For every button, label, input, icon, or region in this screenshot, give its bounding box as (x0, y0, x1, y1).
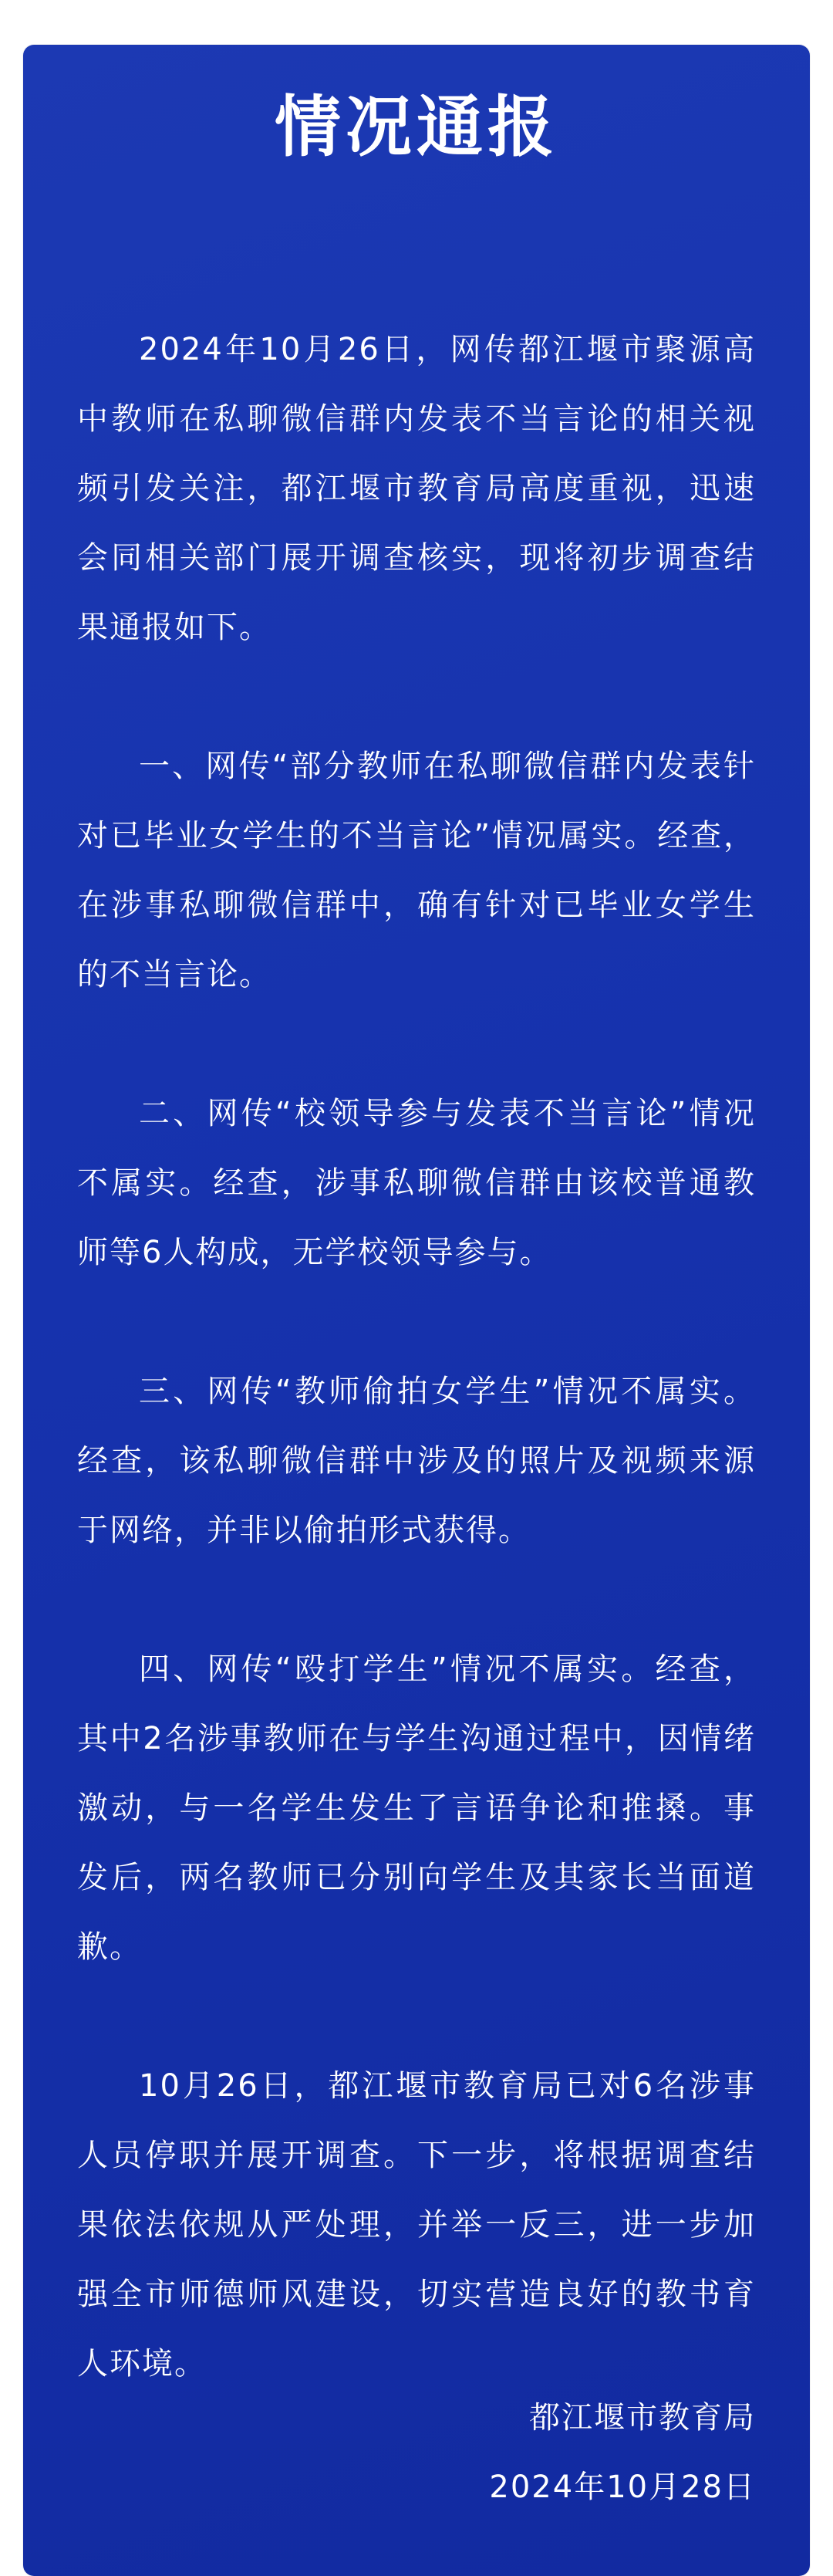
paragraph-item-3: 三、网传“教师偷拍女学生”情况不属实。经查，该私聊微信群中涉及的照片及视频来源于网络，并非以偷拍形式获得。 (77, 1374, 756, 1548)
paragraph-intro: 2024年10月26日，网传都江堰市聚源高中教师在私聊微信群内发表不当言论的相关视频引发关注，都江堰市教育局高度重视，迅速会同相关部门展开调查核实，现将初步调查结果通报如下。 (77, 332, 756, 645)
issue-date: 2024年10月28日 (489, 2470, 756, 2505)
notice-card (23, 45, 810, 2576)
signature-block (489, 2383, 756, 2522)
paragraph-item-1: 一、网传“部分教师在私聊微信群内发表针对已毕业女学生的不当言论”情况属实。经查，在涉事私聊微信群中，确有针对已毕业女学生的不当言论。 (77, 749, 756, 992)
issuer-name: 都江堰市教育局 (529, 2400, 756, 2436)
paragraph-item-4: 四、网传“殴打学生”情况不属实。经查，其中2名涉事教师在与学生沟通过程中，因情绪激动，与一名学生发生了言语争论和推搡。事发后，两名教师已分别向学生及其家长当面道歉。 (77, 1651, 756, 1965)
notice-title: 情况通报 (275, 89, 558, 166)
paragraph-conclusion: 10月26日，都江堰市教育局已对6名涉事人员停职并展开调查。下一步，将根据调查结果依法依规从严处理，并举一反三，进一步加强全市师德师风建设，切实营造良好的教书育人环境。 (77, 2068, 756, 2382)
paragraph-item-2: 二、网传“校领导参与发表不当言论”情况不属实。经查，涉事私聊微信群由该校普通教师等6人构成，无学校领导参与。 (77, 1096, 756, 1270)
notice-body (77, 315, 756, 2399)
